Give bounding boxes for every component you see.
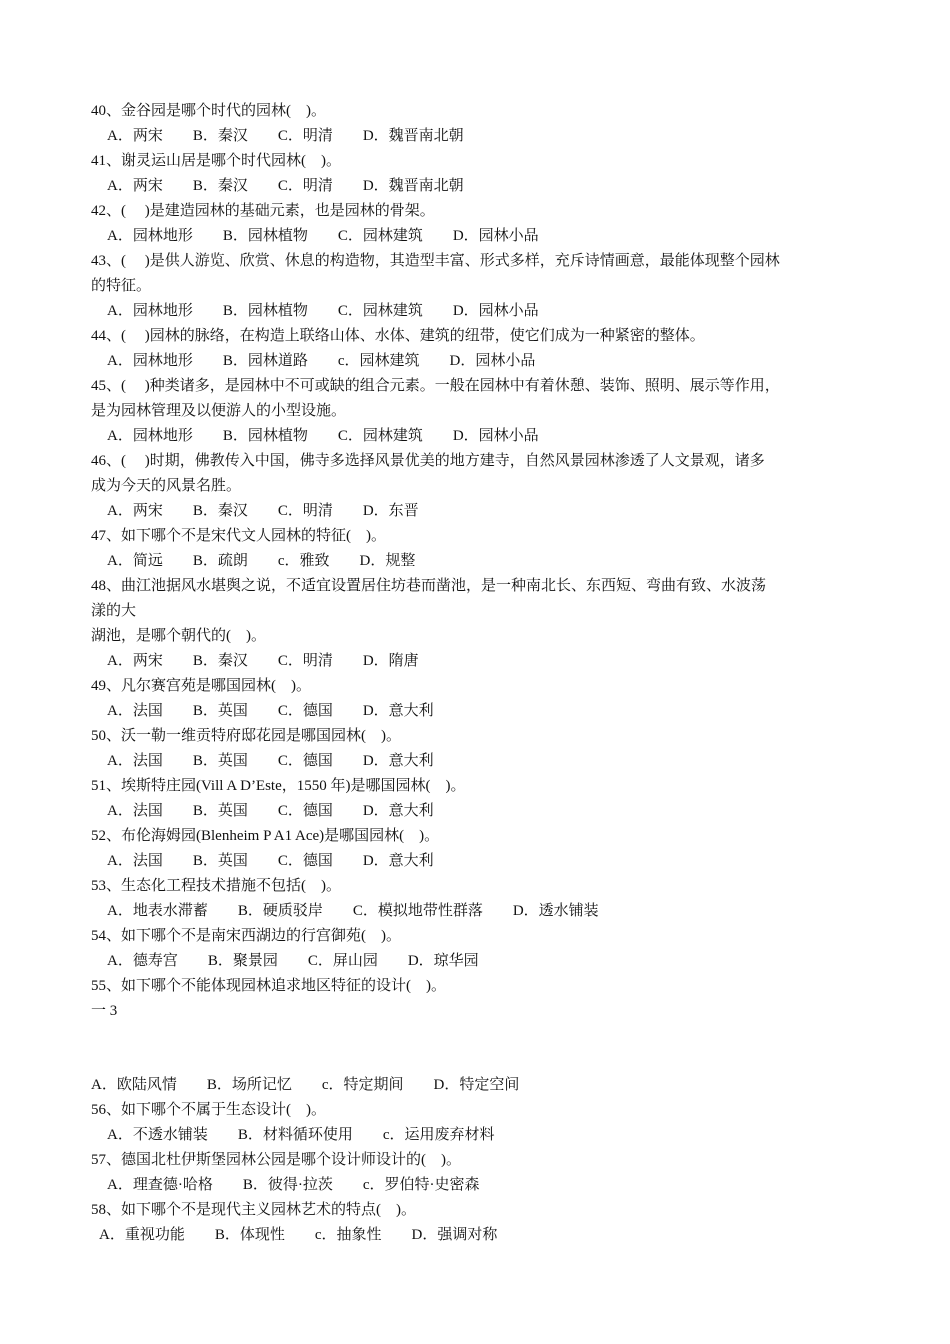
options-53: A．地表水滞蓄 B．硬质驳岸 C．模拟地带性群落 D．透水铺装 [107,903,599,919]
question-41: 41、谢灵运山居是哪个时代园林( )。 [91,153,341,169]
options-55: A．欧陆风情 B．场所记忆 c．特定期间 D．特定空间 [91,1077,520,1093]
options-49: A．法国 B．英国 C．德国 D．意大利 [107,703,434,719]
question-43-cont: 的特征。 [91,278,152,294]
question-40: 40、金谷园是哪个时代的园林( )。 [91,103,326,119]
question-54: 54、如下哪个不是南宋西湖边的行宫御苑( )。 [91,928,401,944]
question-49: 49、凡尔赛宫苑是哪国园林( )。 [91,678,311,694]
question-51: 51、埃斯特庄园(Vill A D’Este，1550 年)是哪国园林( )。 [91,778,466,794]
options-40: A．两宋 B．秦汉 C．明清 D．魏晋南北朝 [107,128,464,144]
question-48-cont2: 湖池，是哪个朝代的( )。 [91,628,266,644]
question-47: 47、如下哪个不是宋代文人园林的特征( )。 [91,528,386,544]
question-52: 52、布伦海姆园(Blenheim P A1 Ace)是哪国园林( )。 [91,828,440,844]
options-43: A．园林地形 B．园林植物 C．园林建筑 D．园林小品 [107,303,539,319]
options-58: A．重视功能 B．体现性 c．抽象性 D．强调对称 [99,1227,498,1243]
question-50: 50、沃一勒一维贡特府邸花园是哪国园林( )。 [91,728,401,744]
question-57: 57、德国北杜伊斯堡园林公园是哪个设计师设计的( )。 [91,1152,461,1168]
options-51: A．法国 B．英国 C．德国 D．意大利 [107,803,434,819]
question-53: 53、生态化工程技术措施不包括( )。 [91,878,341,894]
question-58: 58、如下哪个不是现代主义园林艺术的特点( )。 [91,1202,416,1218]
options-52: A．法国 B．英国 C．德国 D．意大利 [107,853,434,869]
question-48: 48、曲江池据风水堪舆之说，不适宜设置居住坊巷而凿池，是一种南北长、东西短、弯曲有致、水波荡 [91,578,767,594]
options-57: A．理查德·哈格 B．彼得·拉茨 c．罗伯特·史密森 [107,1177,480,1193]
question-44: 44、( )园林的脉络，在构造上联络山体、水体、建筑的纽带，使它们成为一种紧密的整体。 [91,328,705,344]
page-number: 一 3 [91,1003,118,1019]
options-46: A．两宋 B．秦汉 C．明清 D．东晋 [107,503,419,519]
options-50: A．法国 B．英国 C．德国 D．意大利 [107,753,434,769]
question-55: 55、如下哪个不能体现园林追求地区特征的设计( )。 [91,978,446,994]
options-54: A．德寿宫 B．聚景园 C．屏山园 D．琼华园 [107,953,479,969]
options-41: A．两宋 B．秦汉 C．明清 D．魏晋南北朝 [107,178,464,194]
question-56: 56、如下哪个不属于生态设计( )。 [91,1102,326,1118]
options-48: A．两宋 B．秦汉 C．明清 D．隋唐 [107,653,419,669]
options-45: A．园林地形 B．园林植物 C．园林建筑 D．园林小品 [107,428,539,444]
options-42: A．园林地形 B．园林植物 C．园林建筑 D．园林小品 [107,228,539,244]
options-56: A．不透水铺装 B．材料循环使用 c．运用废弃材料 [107,1127,495,1143]
question-42: 42、( )是建造园林的基础元素，也是园林的骨架。 [91,203,435,219]
options-47: A．简远 B．疏朗 c．雅致 D．规整 [107,553,416,569]
question-48-cont: 漾的大 [91,603,137,619]
question-46: 46、( )时期，佛教传入中国，佛寺多选择风景优美的地方建寺，自然风景园林渗透了人文景观，诸多 [91,453,765,469]
question-45-cont: 是为园林管理及以便游人的小型设施。 [91,403,347,419]
options-44: A．园林地形 B．园林道路 c．园林建筑 D．园林小品 [107,353,536,369]
question-43: 43、( )是供人游览、欣赏、休息的构造物，其造型丰富、形式多样，充斥诗情画意，最能体现整个园林 [91,253,780,269]
question-45: 45、( )种类诸多，是园林中不可或缺的组合元素。一般在园林中有着休憩、装饰、照明、展示等作用， [91,378,780,394]
question-46-cont: 成为今天的风景名胜。 [91,478,242,494]
